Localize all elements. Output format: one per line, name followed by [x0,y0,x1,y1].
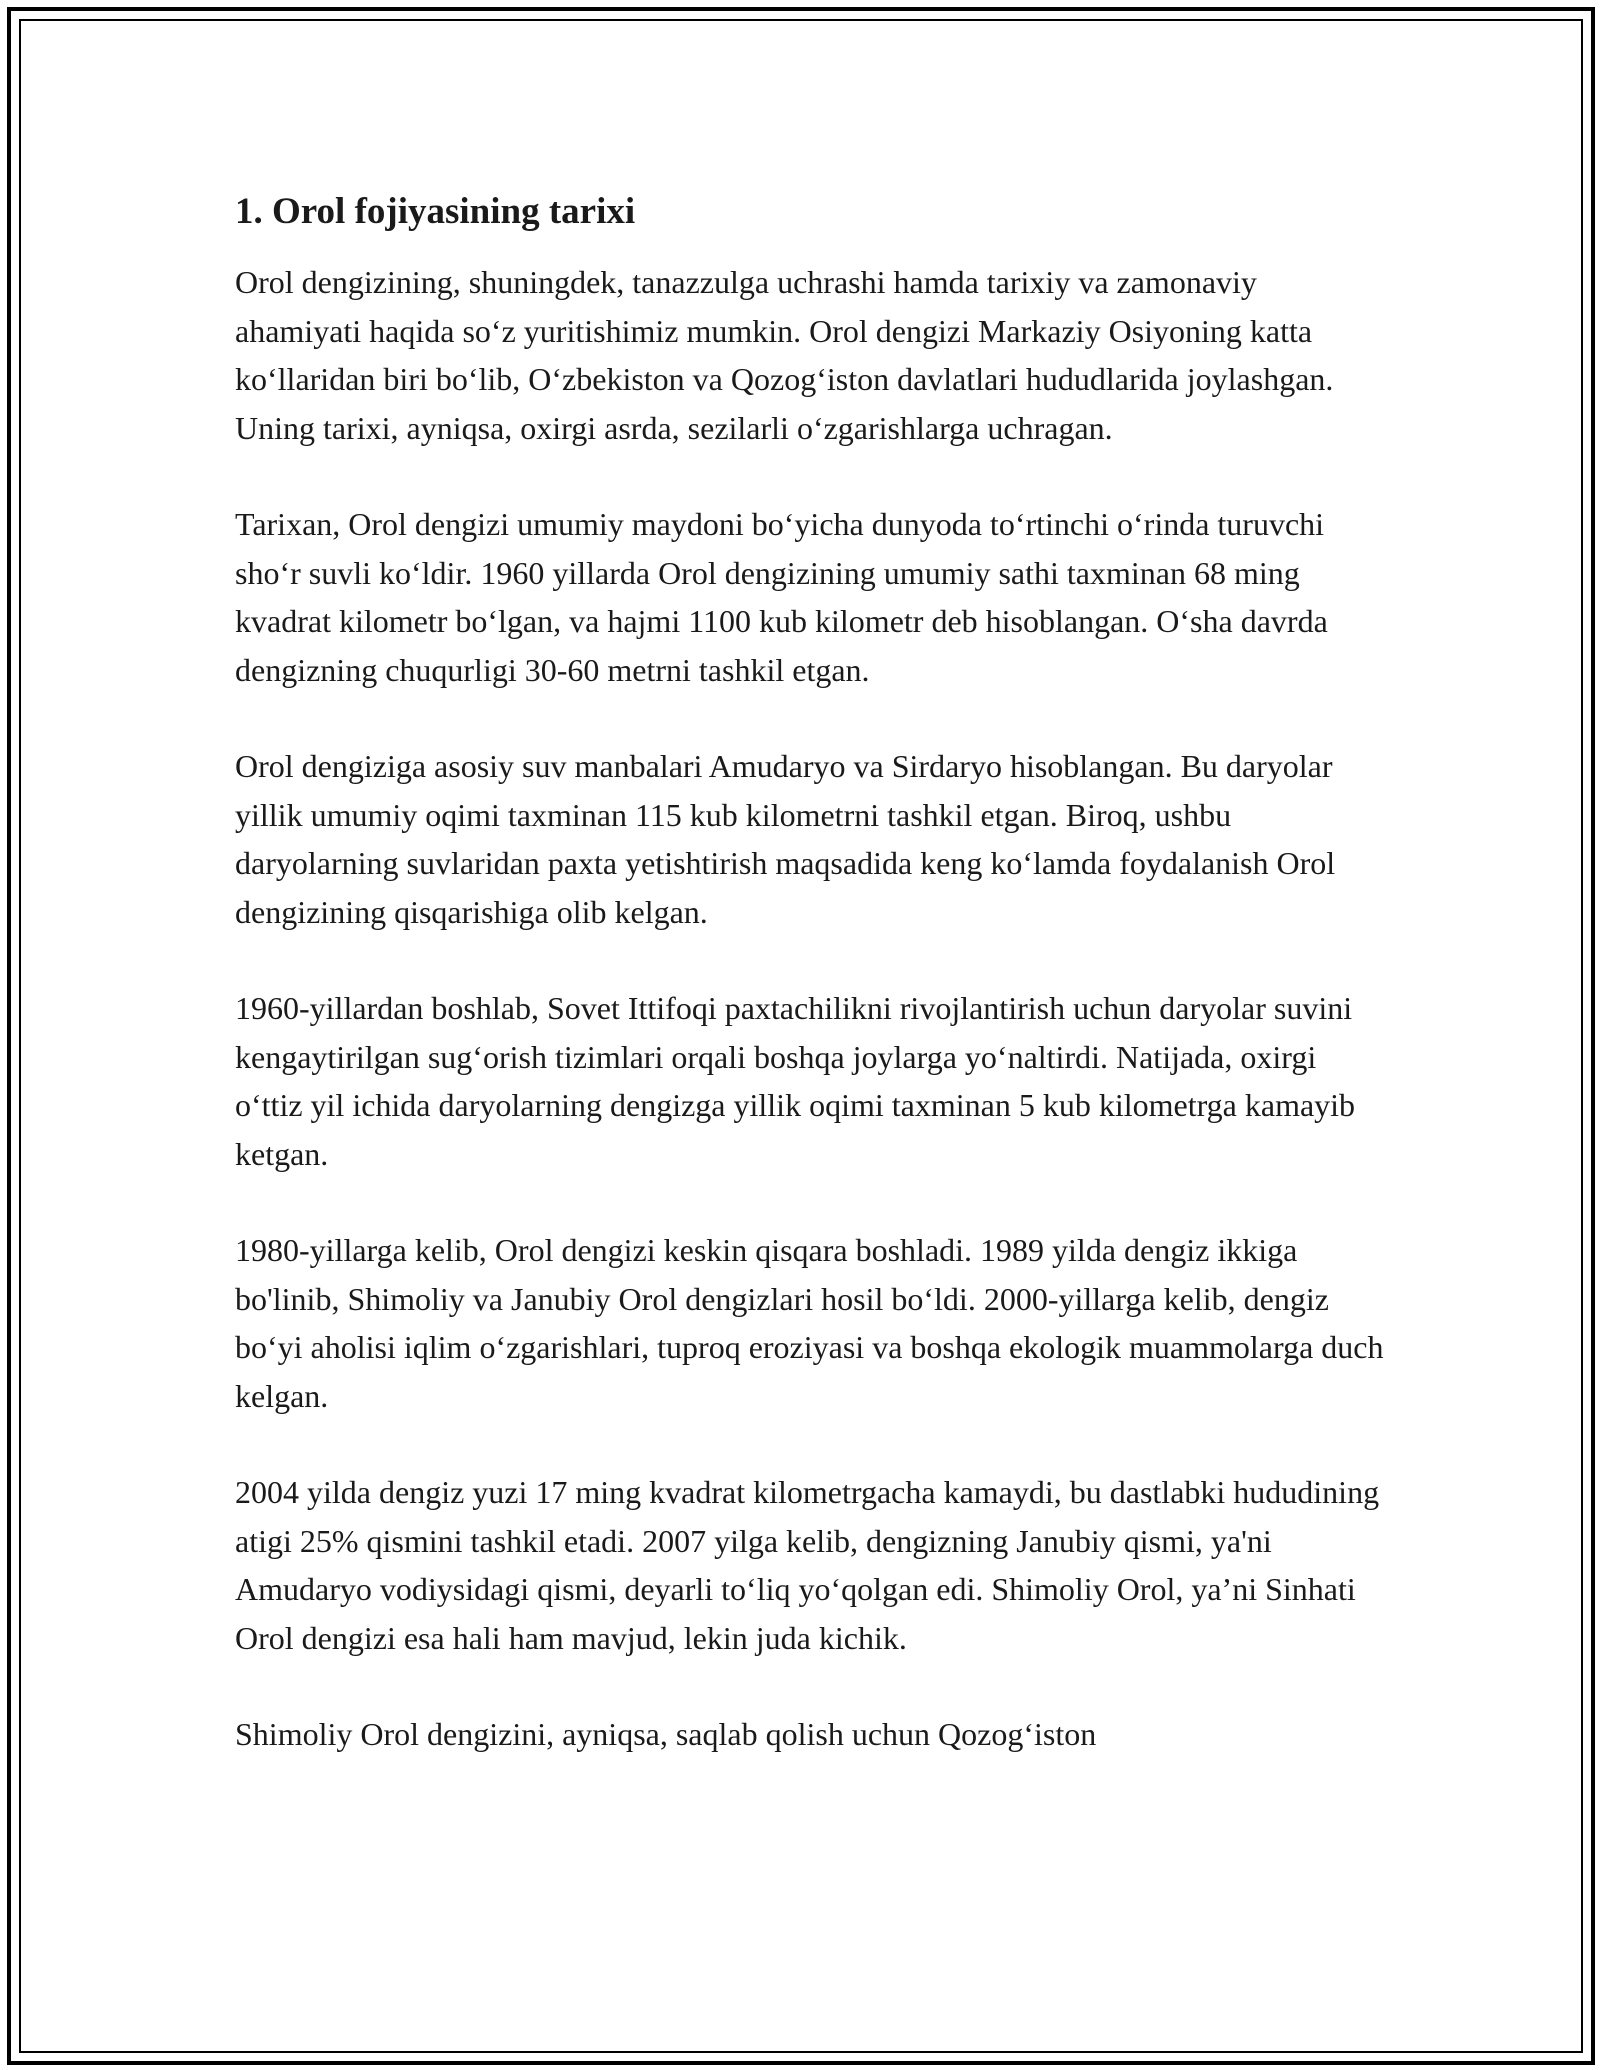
paragraph-6: 2004 yilda dengiz yuzi 17 ming kvadrat kilometrgacha kamaydi, bu dastlabki hududining atigi 25% qismini tashkil etadi. 2007 yilga kelib, dengizning Janubiy qismi, ya'ni Amudaryo vodiysidagi qismi, deyarli to‘liq yo‘qolgan edi. Shimoliy Orol, ya’ni Sinhati Orol dengizi esa hali ham mavjud, lekin juda kichik. [235,1474,1380,1656]
section-heading: 1. Orol fojiyasining tarixi [235,191,636,232]
paragraph-2: Tarixan, Orol dengizi umumiy maydoni bo‘yicha dunyoda to‘rtinchi o‘rinda turuvchi sho‘r suvli ko‘ldir. 1960 yillarda Orol dengizining umumiy sathi taxminan 68 ming kvadrat kilometr bo‘lgan, va hajmi 1100 kub kilometr deb hisoblangan. O‘sha davrda dengizning chuqurligi 30-60 metrni tashkil etgan. [235,506,1328,688]
paragraph-3: Orol dengiziga asosiy suv manbalari Amudaryo va Sirdaryo hisoblangan. Bu daryolar yillik umumiy oqimi taxminan 115 kub kilometrni tashkil etgan. Biroq, ushbu daryolarning suvlaridan paxta yetishtirish maqsadida keng ko‘lamda foydalanish Orol dengizining qisqarishiga olib kelgan. [235,748,1336,930]
paragraph-5: 1980-yillarga kelib, Orol dengizi keskin qisqara boshladi. 1989 yilda dengiz ikkiga bo'linib, Shimoliy va Janubiy Orol dengizlari hosil bo‘ldi. 2000-yillarga kelib, dengiz bo‘yi aholisi iqlim o‘zgarishlari, tuproq eroziyasi va boshqa ekologik muammolarga duch kelgan. [235,1232,1384,1414]
paragraph-7: Shimoliy Orol dengizini, ayniqsa, saqlab qolish uchun Qozog‘iston [235,1716,1097,1752]
document-body [235,188,1385,1759]
paragraph-1: Orol dengizining, shuningdek, tanazzulga uchrashi hamda tarixiy va zamonaviy ahamiyati haqida so‘z yuritishimiz mumkin. Orol dengizi Markaziy Osiyoning katta ko‘llaridan biri bo‘lib, O‘zbekiston va Qozog‘iston davlatlari hududlarida joylashgan. Uning tarixi, ayniqsa, oxirgi asrda, sezilarli o‘zgarishlarga uchragan. [235,264,1334,446]
paragraph-4: 1960-yillardan boshlab, Sovet Ittifoqi paxtachilikni rivojlantirish uchun daryolar suvini kengaytirilgan sug‘orish tizimlari orqali boshqa joylarga yo‘naltirdi. Natijada, oxirgi o‘ttiz yil ichida daryolarning dengizga yillik oqimi taxminan 5 kub kilometrga kamayib ketgan. [235,990,1356,1172]
